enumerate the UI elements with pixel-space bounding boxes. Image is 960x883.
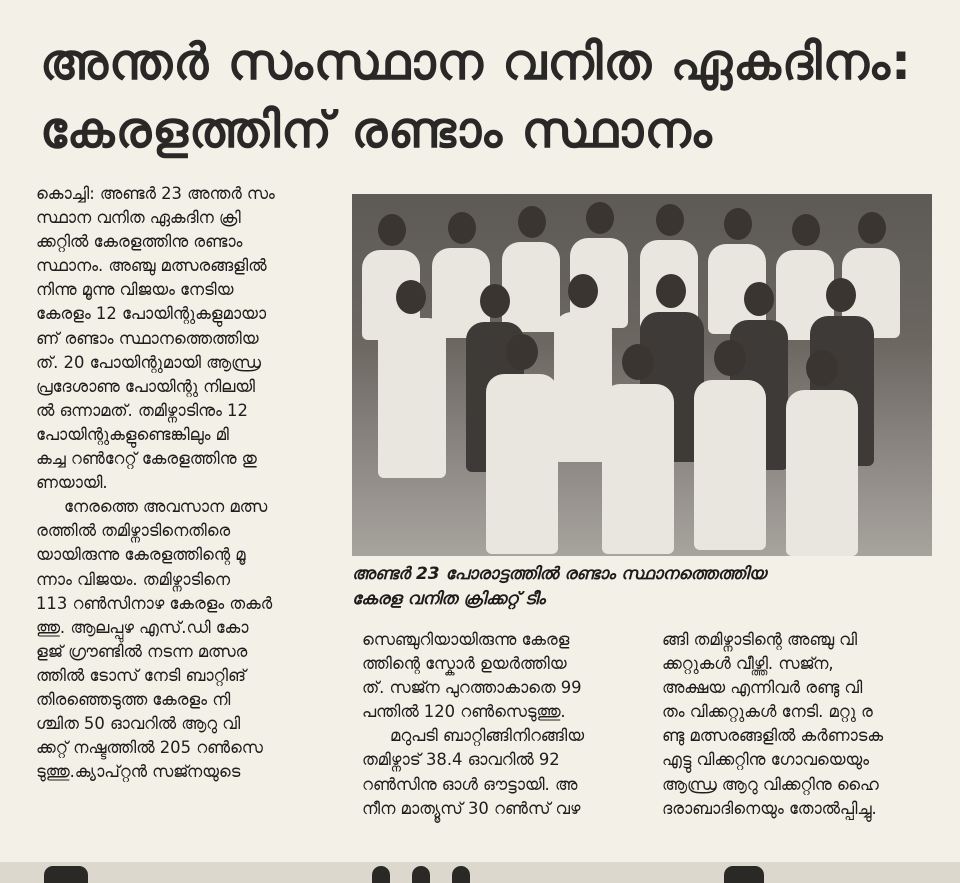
player-figure: [690, 340, 770, 550]
decorative-tab: [44, 866, 88, 883]
player-figure: [782, 350, 862, 556]
player-figure: [482, 334, 562, 554]
article-column-1: [36, 182, 336, 784]
article-paragraph: കൊച്ചി: അണ്ടർ 23 അന്തർ സം സ്ഥാന വനിത ഏകദിന ക്രി ക്കറ്റിൽ കേരളത്തിനു രണ്ടാം സ്ഥാനം. അഞ്ചു മത്സരങ്ങളിൽ നിന്നു മൂന്നു വിജയം നേടിയ കേരളം 12 പോയിന്റുകളുമായാ ണ് രണ്ടാം സ്ഥാനത്തെത്തിയ ത്. 20 പോയിന്റുമായി ആന്ധ്ര പ്രദേശാണു പോയിന്റു നിലയി ൽ ഒന്നാമത്. തമിഴ്നാടിനും 12 പോയിന്റുകളുണ്ടെങ്കിലും മി കച്ച റൺറേറ്റ് കേരളത്തിനു തു ണയായി.: [36, 184, 275, 493]
player-figure: [372, 280, 452, 480]
player-figure: [598, 344, 678, 554]
decorative-tab: [724, 866, 764, 883]
decorative-tab: [452, 866, 470, 883]
article-column-2: [362, 628, 638, 821]
caption-line-2: കേരള വനിത ക്രിക്കറ്റ് ടീം: [352, 589, 546, 609]
article-paragraph: ങ്ങി തമിഴ്നാടിന്റെ അഞ്ചു വി ക്കറ്റുകൾ വീഴ്ത്തി. സജ്ന, അക്ഷയ എന്നിവർ രണ്ടു വി തം വിക്കറ്റുകൾ നേടി. മറ്റു ര ണ്ടു മത്സരങ്ങളിൽ കർണാടക എട്ടു വിക്കറ്റിനു ഗോവയെയും ആന്ധ്ര ആറു വിക്കറ്റിനു ഹൈ ദരാബാദിനെയും തോൽപ്പിച്ചു.: [662, 630, 883, 818]
decorative-tab: [372, 866, 390, 883]
headline: [40, 28, 940, 164]
article-paragraph: നേരത്തെ അവസാന മത്സ രത്തിൽ തമിഴ്നാടിനെതിരെ യായിരുന്നു കേരളത്തിന്റെ മൂ ന്നാം വിജയം. തമിഴ്നാടിനെ 113 റൺസിനാഴ കേരളം തകർ ത്തു. ആലപ്പുഴ എസ്.ഡി കോ ളജ് ഗ്രൗണ്ടിൽ നടന്ന മത്സര ത്തിൽ ടോസ് നേടി ബാറ്റിങ് തിരഞ്ഞെടുത്ത കേരളം നി ശ്ചിത 50 ഓവറിൽ ആറു വി ക്കറ്റ് നഷ്ടത്തിൽ 205 റൺസെ ടുത്തു.ക്യാപ്റ്റൻ സജ്നയുടെ: [36, 497, 273, 782]
page-bottom-strip: [0, 862, 960, 883]
team-photo: [352, 194, 932, 556]
article-paragraph: സെഞ്ചുറിയായിരുന്നു കേരള ത്തിന്റെ സ്കോർ ഉയർത്തിയ ത്. സജ്ന പുറത്താകാതെ 99 പന്തിൽ 120 റൺസെടുത്തു.: [362, 630, 582, 722]
headline-line-2: കേരളത്തിന് രണ്ടാം സ്ഥാനം: [40, 101, 713, 159]
photo-caption: [352, 562, 942, 612]
article-column-3: [662, 628, 936, 821]
decorative-tab: [412, 866, 430, 883]
caption-line-1: അണ്ടർ 23 പോരാട്ടത്തിൽ രണ്ടാം സ്ഥാനത്തെത്തിയ: [352, 564, 767, 584]
article-paragraph: മറുപടി ബാറ്റിങ്ങിനിറങ്ങിയ തമിഴ്നാട് 38.4 ഓവറിൽ 92 റൺസിനു ഓൾ ഔട്ടായി. അ നീന മാത്യൂസ് 30 റൺസ് വഴ: [362, 726, 584, 818]
headline-line-1: അന്തർ സംസ്ഥാന വനിത ഏകദിനം:: [40, 33, 912, 91]
